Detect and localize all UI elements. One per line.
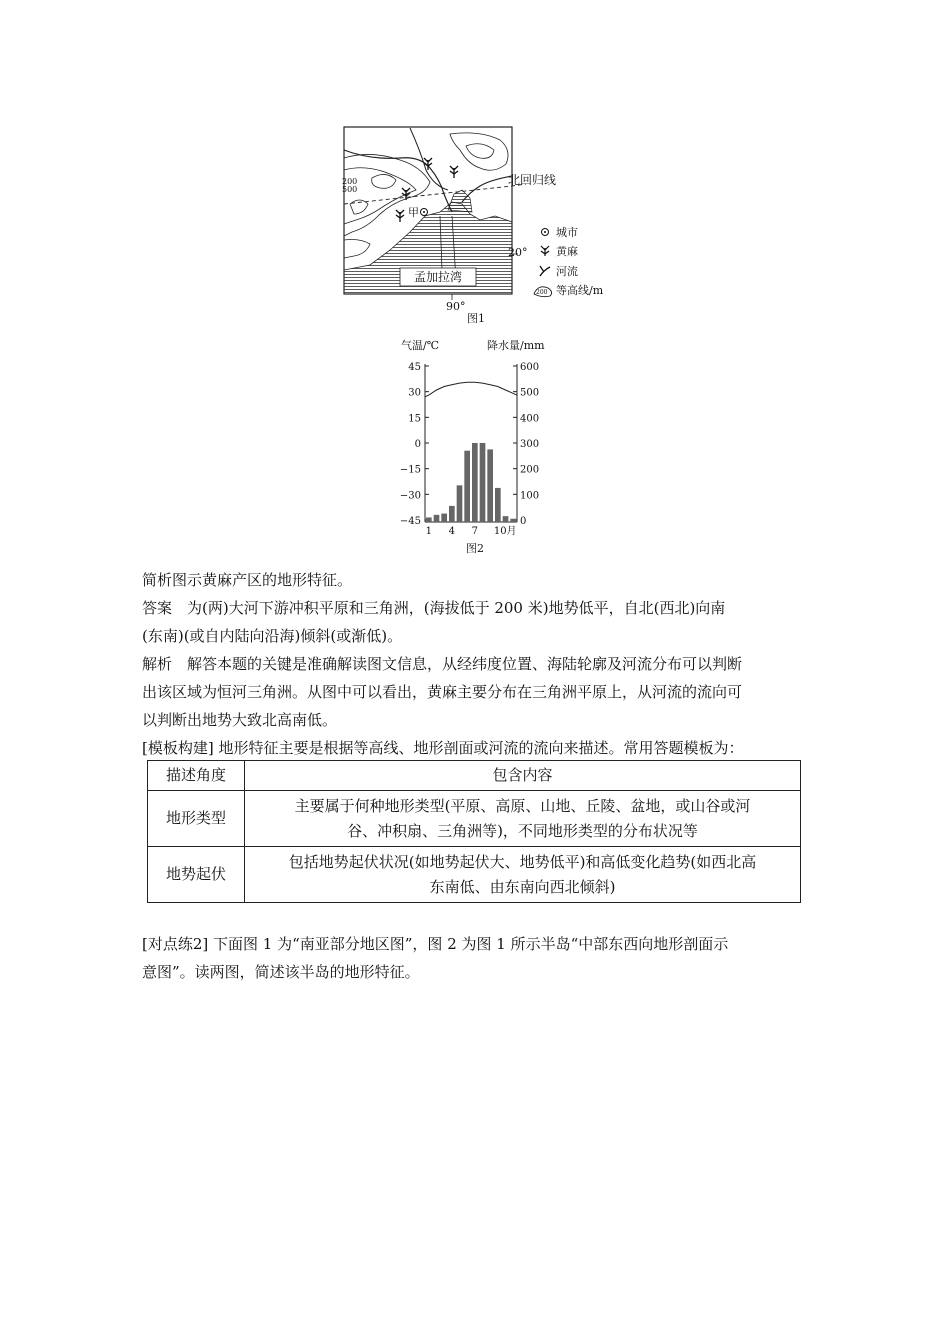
table-cell-line: 东南低、由东南向西北倾斜)	[429, 877, 616, 896]
practice-block	[142, 930, 812, 986]
x-axis-tick-label: 10月	[493, 526, 517, 537]
legend-contour-label: 等高线/m	[556, 284, 604, 297]
precipitation-bar	[464, 451, 470, 522]
lon-label: 90°	[446, 300, 466, 313]
table-cell-line: 谷、冲积扇、三角洲等)，不同地形类型的分布状况等	[347, 821, 698, 840]
precipitation-bar	[503, 516, 509, 522]
lat-label: 20°	[508, 246, 528, 259]
right-axis-tick-label: 100	[520, 490, 540, 502]
precipitation-bar	[487, 449, 493, 522]
table-cell-line: 主要属于何种地形类型(平原、高原、山地、丘陵、盆地，或山谷或河	[294, 796, 751, 815]
city-label: 甲	[408, 206, 419, 219]
precipitation-bar	[426, 517, 432, 522]
table-header-row	[148, 761, 801, 791]
practice-line-1: [对点练2] 下面图 1 为“南亚部分地区图”，图 2 为图 1 所示半岛“中部东西向地形剖面示	[142, 935, 729, 953]
left-axis-tick-label: 15	[408, 413, 421, 425]
contour-label-500: 500	[342, 185, 358, 194]
figure2-climate-chart	[395, 336, 565, 558]
precipitation-bar	[510, 519, 516, 522]
left-axis-title: 气温/℃	[401, 339, 440, 352]
precipitation-bar	[480, 443, 486, 522]
precipitation-bar	[441, 514, 447, 522]
table-row	[148, 847, 801, 903]
analysis-line-1: 解答本题的关键是准确解读图文信息，从经纬度位置、海陆轮廓及河流分布可以判断	[187, 655, 743, 673]
template-table	[147, 760, 801, 903]
bay-label: 孟加拉湾	[413, 270, 463, 284]
template-line: [模板构建] 地形特征主要是根据等高线、地形剖面或河流的流向来描述。常用答题模板为：	[142, 739, 744, 757]
analysis-label: 解析	[142, 655, 173, 673]
practice-line-2: 意图”。读两图，简述该半岛的地形特征。	[142, 963, 420, 981]
table-header-content: 包含内容	[245, 761, 801, 791]
table-cell-line: 包括地势起伏状况(如地势起伏大、地势低平)和高低变化趋势(如西北高	[288, 852, 757, 871]
tropic-label: 北回归线	[508, 173, 557, 187]
table-cell-angle: 地形类型	[148, 791, 245, 847]
answer-label: 答案	[142, 599, 173, 617]
table-header-angle: 描述角度	[148, 761, 245, 791]
figure1-caption: 图1	[467, 312, 485, 325]
figure1-map	[330, 120, 620, 330]
legend-river-label: 河流	[556, 265, 578, 278]
x-axis-tick-label: 7	[471, 526, 479, 537]
left-axis-tick-label: −45	[399, 516, 421, 527]
analysis-block	[142, 650, 812, 734]
precipitation-bar	[495, 488, 501, 522]
right-axis-tick-label: 500	[520, 387, 540, 399]
precipitation-bar	[449, 506, 455, 522]
precipitation-bar	[472, 443, 478, 522]
right-axis-tick-label: 400	[520, 413, 540, 425]
answer-block	[142, 594, 812, 650]
question-text	[142, 566, 812, 594]
jute-icon	[541, 246, 549, 256]
left-axis-tick-label: 45	[408, 362, 421, 373]
left-axis-tick-label: −15	[399, 464, 421, 476]
left-axis-tick-label: 30	[408, 387, 421, 399]
right-axis-tick-label: 200	[520, 464, 540, 476]
left-axis-tick-label: 0	[414, 439, 421, 450]
left-axis-tick-label: −30	[399, 490, 421, 502]
table-row	[148, 791, 801, 847]
legend-contour-symbol-text: 200	[536, 289, 548, 296]
table-cell-angle: 地势起伏	[148, 847, 245, 903]
right-axis-tick-label: 0	[520, 516, 527, 527]
legend-jute-label: 黄麻	[556, 245, 578, 258]
figure2-caption: 图2	[466, 542, 484, 555]
right-axis-tick-label: 300	[520, 439, 540, 450]
x-axis-tick-label: 1	[425, 526, 433, 537]
precipitation-bar	[457, 485, 463, 522]
legend	[534, 226, 604, 297]
right-axis-tick-label: 600	[520, 362, 540, 373]
precipitation-bar	[434, 515, 440, 522]
contour-label-200: 200	[342, 177, 358, 186]
answer-line-2: (东南)(或自内陆向沿海)倾斜(或渐低)。	[142, 627, 403, 645]
question: 简析图示黄麻产区的地形特征。	[142, 571, 353, 589]
temperature-curve	[425, 382, 517, 397]
analysis-line-3: 以判断出地势大致北高南低。	[142, 711, 338, 729]
table-cell-content	[245, 791, 801, 847]
legend-city-label: 城市	[556, 226, 578, 239]
x-axis-tick-label: 4	[448, 526, 456, 537]
right-axis-title: 降水量/mm	[487, 339, 545, 352]
analysis-line-2: 出该区域为恒河三角洲。从图中可以看出，黄麻主要分布在三角洲平原上，从河流的流向可	[142, 683, 743, 701]
table-cell-content	[245, 847, 801, 903]
answer-line-1: 为(两)大河下游冲积平原和三角洲，(海拔低于 200 米)地势低平，自北(西北)向南	[187, 599, 726, 617]
river-icon	[540, 266, 550, 276]
